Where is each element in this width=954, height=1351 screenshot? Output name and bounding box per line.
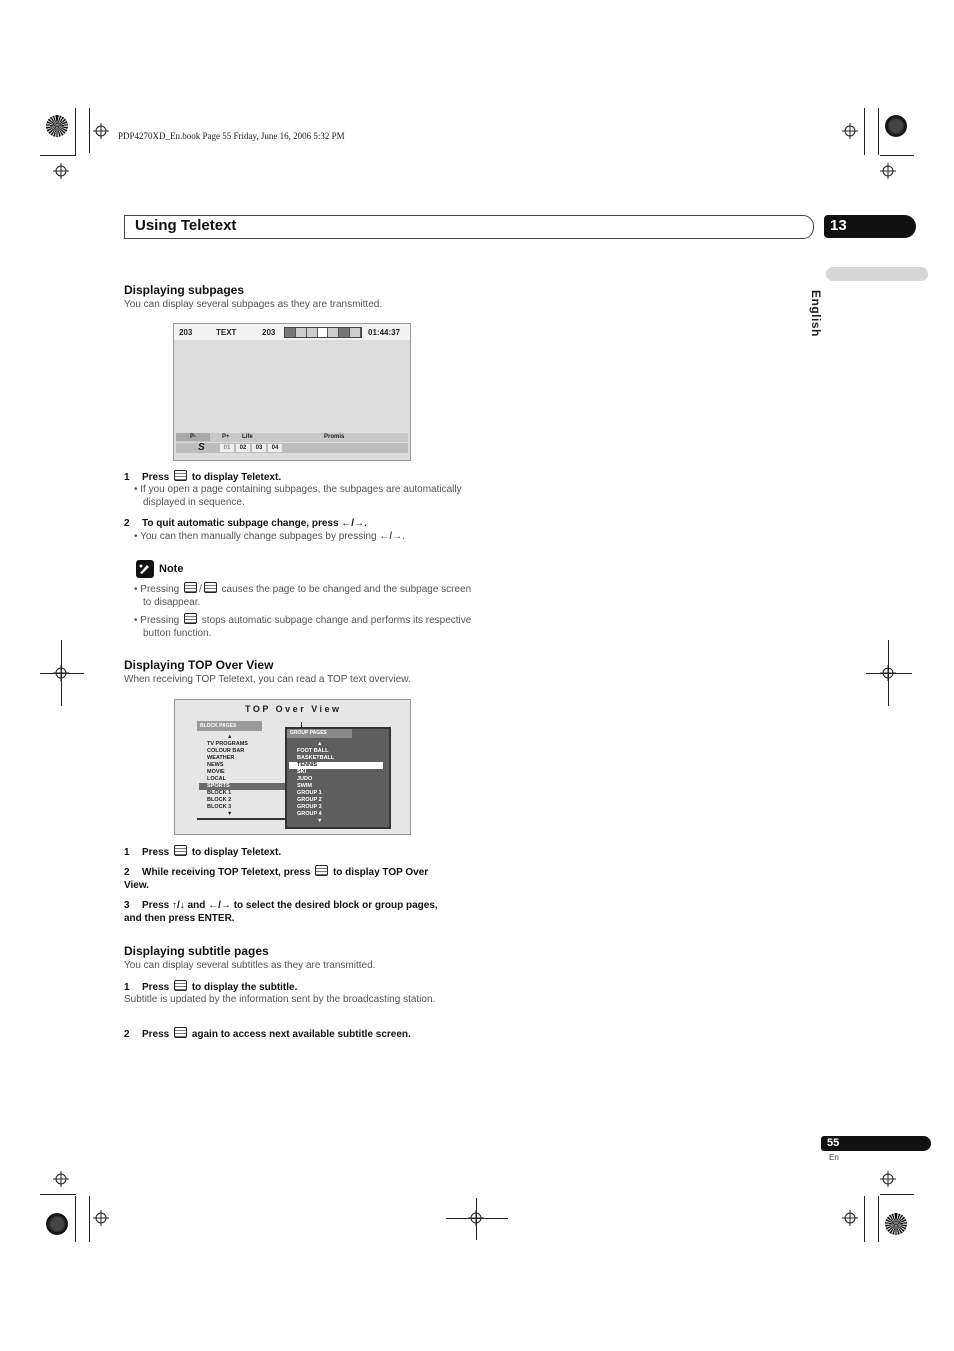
left-right-arrows-icon: ←/→ — [379, 531, 403, 542]
step-text: to select the desired block or group pages, and then press ENTER. — [124, 900, 438, 924]
list-item: SWIM — [297, 783, 312, 789]
chapter-title-bar — [124, 215, 814, 239]
note-text: Pressing — [140, 584, 180, 595]
step-text: Press — [142, 472, 170, 483]
color-target-icon — [885, 115, 907, 137]
crop-mark — [40, 155, 76, 156]
step-number: 2 — [124, 518, 130, 529]
section-intro: You can display several subtitles as they are transmitted. — [124, 960, 376, 971]
list-item: GROUP 4 — [297, 811, 322, 817]
color-target-icon — [46, 115, 68, 137]
clock: 01:44:37 — [368, 328, 401, 337]
crop-mark — [75, 108, 76, 155]
bullet-item: • You can then manually change subpages by pressing ←/→. — [134, 531, 405, 542]
step-number: 2 — [124, 867, 130, 878]
top-button-icon — [315, 865, 328, 876]
subtitle-button-icon — [174, 1027, 187, 1038]
up-down-arrows-icon: ↑/↓ — [172, 900, 185, 911]
list-item: TV PROGRAMS — [207, 741, 248, 747]
subpage-number: 03 — [252, 444, 266, 452]
subpage-progress-bar — [284, 327, 362, 338]
teletext-button-icon — [174, 845, 187, 856]
subpage-number: 04 — [268, 444, 282, 452]
section-intro: You can display several subpages as they are transmitted. — [124, 299, 383, 310]
language-tab — [826, 267, 928, 281]
top-overview-screen — [174, 699, 411, 835]
list-item-selected: SPORTS — [199, 783, 287, 790]
page-number: 203 — [262, 328, 276, 337]
list-item: BASKETBALL — [297, 755, 335, 761]
crop-mark — [880, 1194, 914, 1195]
step — [124, 470, 281, 484]
section-heading: Displaying subtitle pages — [124, 944, 269, 958]
page-number-badge — [821, 1136, 931, 1151]
registration-mark-icon — [880, 1171, 896, 1187]
registration-mark-icon — [53, 1171, 69, 1187]
list-item-selected: TENNIS — [289, 762, 383, 769]
subpage-s-icon: S — [198, 442, 205, 453]
page-button-icon — [204, 582, 217, 593]
registration-mark-icon — [53, 163, 69, 179]
group-pages-panel — [285, 727, 391, 829]
step — [124, 1027, 411, 1041]
color-button-icon — [184, 613, 197, 624]
crop-mark — [89, 108, 90, 153]
next-page-key: P+ — [222, 434, 230, 440]
teletext-button-icon — [174, 470, 187, 481]
step-text: While receiving TOP Teletext, press — [142, 867, 311, 878]
step-number: 1 — [124, 847, 130, 858]
list-item: JUDO — [297, 776, 313, 782]
prev-page-key: P- — [176, 433, 210, 441]
note-text: Pressing — [140, 615, 180, 626]
color-target-icon — [46, 1213, 68, 1235]
page-button-icon — [184, 582, 197, 593]
teletext-subpage-screen — [173, 323, 411, 461]
crop-mark — [864, 1196, 865, 1242]
block-pages-header: BLOCK PAGES — [197, 721, 262, 731]
mode-label: TEXT — [216, 328, 237, 337]
language-label: English — [809, 290, 823, 337]
list-item: GROUP 3 — [297, 804, 322, 810]
left-right-arrows-icon: ←/→ — [341, 518, 365, 529]
registration-mark-icon — [842, 123, 858, 139]
step — [124, 845, 281, 859]
step-text: Press — [142, 1029, 170, 1040]
left-right-arrows-icon: ←/→ — [208, 900, 231, 911]
crop-mark — [878, 108, 879, 155]
registration-mark-icon — [93, 1210, 109, 1226]
step-text: to display TOP Over View. — [124, 867, 429, 891]
bullet-text: If you open a page containing subpages, the subpages are automatically displayed in sequence. — [140, 484, 462, 508]
chapter-number: 13 — [830, 217, 847, 234]
registration-mark-icon — [93, 123, 109, 139]
step-text: to display the subtitle. — [191, 982, 298, 993]
page-title: Using Teletext — [135, 217, 237, 234]
scroll-down-icon: ▼ — [317, 818, 323, 824]
group-pages-header: GROUP PAGES — [287, 729, 352, 738]
language-code: En — [829, 1153, 839, 1162]
registration-mark-icon — [880, 665, 896, 681]
note-text: stops automatic subpage change and performs its respective button function. — [143, 615, 472, 639]
note-text: causes the page to be changed and the subpage screen to disappear. — [143, 584, 472, 608]
step — [124, 899, 454, 925]
bullet-item: • If you open a page containing subpages, the subpages are automatically displayed in sequence. — [134, 484, 462, 508]
registration-mark-icon — [468, 1210, 484, 1226]
list-item: LOCAL — [207, 776, 226, 782]
step-number: 1 — [124, 982, 130, 993]
step-number: 1 — [124, 472, 130, 483]
group-pages-list — [297, 741, 383, 825]
page-number: 55 — [827, 1137, 840, 1149]
list-item: BLOCK 2 — [207, 797, 232, 803]
print-header: PDP4270XD_En.book Page 55 Friday, June 16, 2006 5:32 PM — [118, 131, 345, 141]
list-item: SKI — [297, 769, 307, 775]
step — [124, 980, 297, 994]
step: 2 To quit automatic subpage change, press ←/→. — [124, 518, 367, 529]
subpage-number: 01 — [220, 444, 234, 452]
registration-mark-icon — [842, 1210, 858, 1226]
step-text: again to access next available subtitle screen. — [191, 1029, 411, 1040]
registration-mark-icon — [880, 163, 896, 179]
step-number: 3 — [124, 900, 130, 911]
crop-mark — [880, 155, 914, 156]
color-target-icon — [885, 1213, 907, 1235]
registration-mark-icon — [53, 665, 69, 681]
list-item: GROUP 1 — [297, 790, 322, 796]
step-text: Press — [142, 982, 170, 993]
section-heading: Displaying subpages — [124, 283, 245, 297]
list-item: BLOCK 3 — [207, 804, 232, 810]
list-item: NEWS — [207, 762, 224, 768]
note-icon — [136, 560, 154, 578]
page-number: 203 — [179, 328, 193, 337]
scroll-up-icon: ▲ — [317, 741, 323, 747]
list-item: FOOT BALL — [297, 748, 329, 754]
list-item: MOVIE — [207, 769, 225, 775]
step-text: to display Teletext. — [191, 472, 282, 483]
step-text: and — [187, 900, 206, 911]
note-title: Note — [159, 563, 184, 575]
link-promis: Promis — [324, 434, 345, 440]
note-item: • Pressing / causes the page to be changed and the subpage screen to disappear. — [134, 584, 472, 608]
scroll-down-icon: ▼ — [227, 811, 233, 817]
link-life: Life — [242, 434, 253, 440]
list-item: BLOCK 1 — [207, 790, 232, 796]
step-description: Subtitle is updated by the information sent by the broadcasting station. — [124, 994, 436, 1005]
step-text: to display Teletext. — [191, 847, 282, 858]
list-item: COLOUR BAR — [207, 748, 245, 754]
crop-mark — [75, 1196, 76, 1242]
scroll-up-icon: ▲ — [227, 734, 233, 740]
chapter-number-badge — [824, 215, 916, 238]
subpage-number: 02 — [236, 444, 250, 452]
step-text: Press — [142, 847, 170, 858]
list-item: WEATHER — [207, 755, 235, 761]
note-item: • Pressing stops automatic subpage change and performs its respective button function. — [134, 615, 472, 639]
crop-mark — [864, 108, 865, 155]
teletext-status-bar — [174, 324, 410, 340]
crop-mark — [878, 1196, 879, 1242]
step-text: Press — [142, 900, 170, 911]
section-heading: Displaying TOP Over View — [124, 658, 274, 672]
step-text: To quit automatic subpage change, press — [142, 518, 339, 529]
section-intro: When receiving TOP Teletext, you can read a TOP text overview. — [124, 674, 411, 685]
overview-title: TOP Over View — [245, 704, 342, 714]
step-number: 2 — [124, 1029, 130, 1040]
subtitle-button-icon — [174, 980, 187, 991]
bullet-text: You can then manually change subpages by pressing — [140, 531, 377, 542]
list-item: GROUP 2 — [297, 797, 322, 803]
crop-mark — [89, 1196, 90, 1242]
crop-mark — [40, 1194, 76, 1195]
block-pages-list — [207, 734, 287, 818]
step — [124, 865, 454, 892]
